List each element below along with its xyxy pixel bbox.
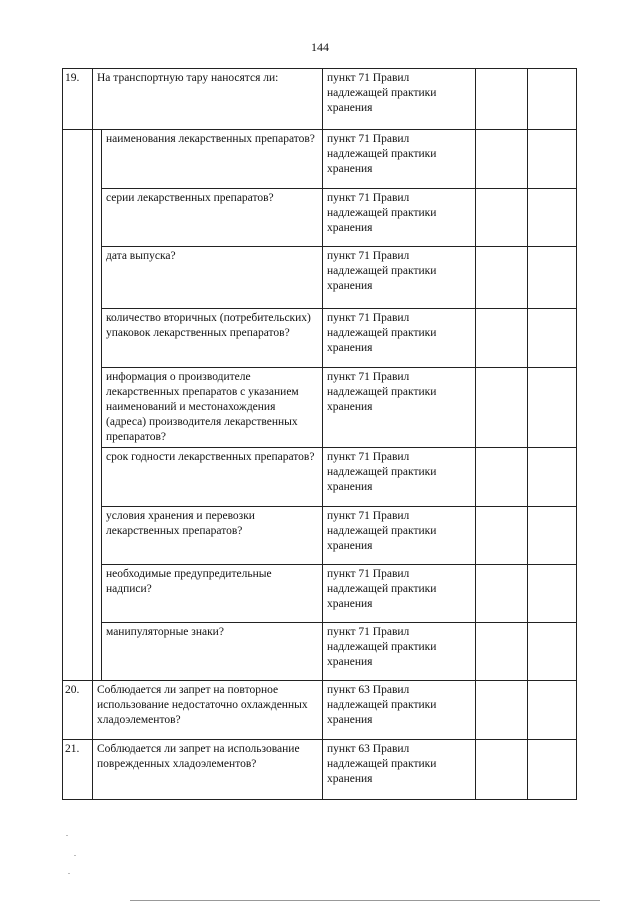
reference-cell: пункт 71 Правил надлежащей практики хранения <box>323 130 476 189</box>
answer-yes-cell <box>476 189 528 247</box>
answer-no-cell <box>528 247 577 309</box>
indent-spacer <box>93 130 102 681</box>
table-row <box>63 130 577 189</box>
table-row <box>63 69 577 130</box>
scan-edge-line <box>130 900 600 901</box>
answer-yes-cell <box>476 507 528 565</box>
question-cell: Соблюдается ли запрет на повторное использование недостаточно охлажденных хладоэлементов? <box>93 681 323 740</box>
reference-cell: пункт 71 Правил надлежащей практики хранения <box>323 309 476 368</box>
reference-cell: пункт 71 Правил надлежащей практики хранения <box>323 189 476 247</box>
row-number: 21. <box>63 740 93 800</box>
reference-cell: пункт 71 Правил надлежащей практики хранения <box>323 69 476 130</box>
answer-yes-cell <box>476 448 528 507</box>
answer-no-cell <box>528 130 577 189</box>
answer-yes-cell <box>476 623 528 681</box>
table-row <box>63 189 577 247</box>
answer-yes-cell <box>476 247 528 309</box>
answer-yes-cell <box>476 681 528 740</box>
answer-no-cell <box>528 69 577 130</box>
table-row <box>63 681 577 740</box>
scan-noise <box>64 835 124 885</box>
reference-cell: пункт 71 Правил надлежащей практики хранения <box>323 623 476 681</box>
answer-yes-cell <box>476 565 528 623</box>
row-number-empty <box>63 130 93 681</box>
answer-yes-cell <box>476 130 528 189</box>
row-number: 19. <box>63 69 93 130</box>
question-cell: дата выпуска? <box>102 247 323 309</box>
answer-no-cell <box>528 740 577 800</box>
question-cell: наименования лекарственных препаратов? <box>102 130 323 189</box>
table-row <box>63 623 577 681</box>
answer-no-cell <box>528 309 577 368</box>
table-row <box>63 448 577 507</box>
reference-cell: пункт 71 Правил надлежащей практики хранения <box>323 448 476 507</box>
answer-no-cell <box>528 507 577 565</box>
answer-no-cell <box>528 448 577 507</box>
answer-yes-cell <box>476 740 528 800</box>
reference-cell: пункт 71 Правил надлежащей практики хранения <box>323 565 476 623</box>
answer-yes-cell <box>476 368 528 448</box>
answer-no-cell <box>528 189 577 247</box>
question-cell: условия хранения и перевозки лекарственных препаратов? <box>102 507 323 565</box>
table-row <box>63 309 577 368</box>
answer-no-cell <box>528 681 577 740</box>
answer-yes-cell <box>476 309 528 368</box>
question-cell: серии лекарственных препаратов? <box>102 189 323 247</box>
question-cell: манипуляторные знаки? <box>102 623 323 681</box>
reference-cell: пункт 71 Правил надлежащей практики хранения <box>323 507 476 565</box>
reference-cell: пункт 71 Правил надлежащей практики хранения <box>323 247 476 309</box>
reference-cell: пункт 63 Правил надлежащей практики хранения <box>323 740 476 800</box>
table-row <box>63 507 577 565</box>
table-row <box>63 565 577 623</box>
table-row <box>63 368 577 448</box>
question-cell: информация о производителе лекарственных препаратов с указанием наименований и местонахождения (адреса) производителя лекарственных препаратов? <box>102 368 323 448</box>
page-number: 144 <box>311 40 329 54</box>
reference-cell: пункт 63 Правил надлежащей практики хранения <box>323 681 476 740</box>
answer-no-cell <box>528 368 577 448</box>
checklist-table <box>62 68 577 800</box>
question-cell: Соблюдается ли запрет на использование поврежденных хладоэлементов? <box>93 740 323 800</box>
question-cell: срок годности лекарственных препаратов? <box>102 448 323 507</box>
question-cell: необходимые предупредительные надписи? <box>102 565 323 623</box>
reference-cell: пункт 71 Правил надлежащей практики хранения <box>323 368 476 448</box>
question-cell: количество вторичных (потребительских) упаковок лекарственных препаратов? <box>102 309 323 368</box>
answer-yes-cell <box>476 69 528 130</box>
answer-no-cell <box>528 623 577 681</box>
answer-no-cell <box>528 565 577 623</box>
row-number: 20. <box>63 681 93 740</box>
table-row <box>63 247 577 309</box>
table-row <box>63 740 577 800</box>
question-cell: На транспортную тару наносятся ли: <box>93 69 323 130</box>
